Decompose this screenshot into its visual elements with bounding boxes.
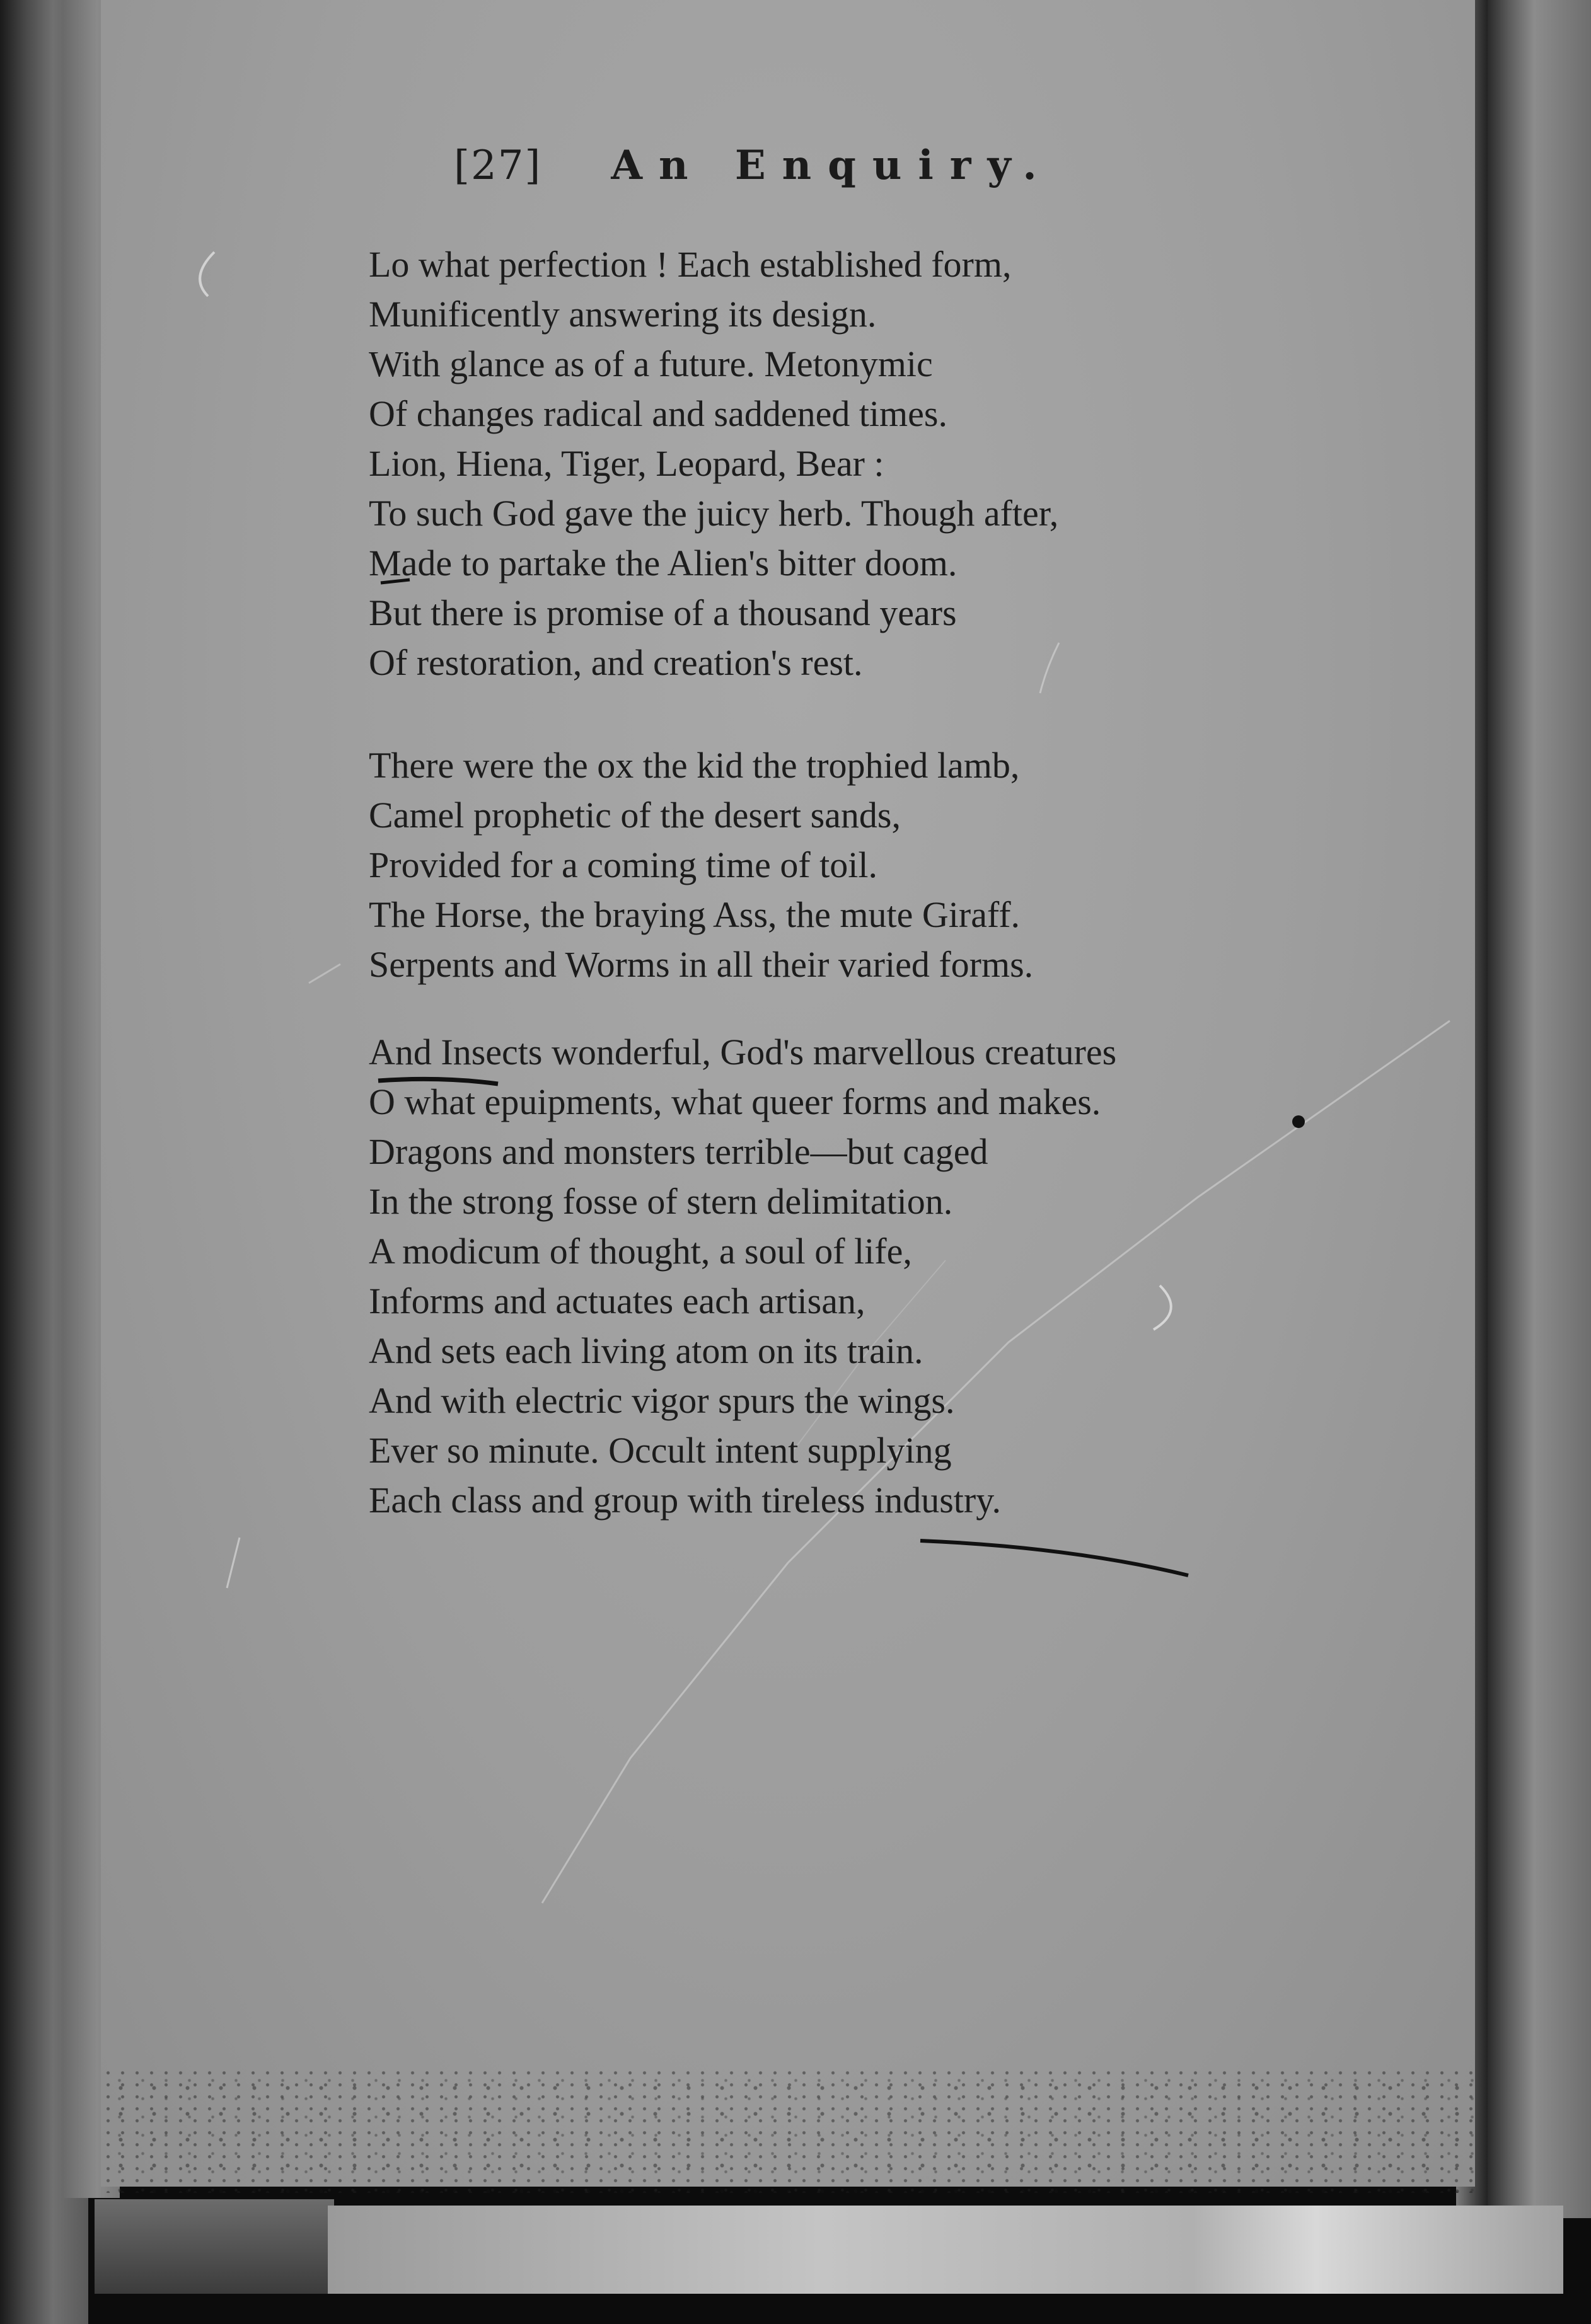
- poem-line: And Insects wonderful, God's marvellous creatures: [369, 1032, 1117, 1073]
- poem-line: And sets each living atom on its train.: [369, 1330, 923, 1371]
- poem-line: Of restoration, and creation's rest.: [369, 642, 863, 683]
- running-head: An Enquiry.: [611, 142, 1053, 189]
- poem-line: Lion, Hiena, Tiger, Leopard, Bear :: [369, 443, 884, 484]
- poem-line: Of changes radical and saddened times.: [369, 393, 947, 434]
- stanza-2: [369, 740, 1033, 989]
- poem-line: A modicum of thought, a soul of life,: [369, 1231, 912, 1272]
- poem-line: Informs and actuates each artisan,: [369, 1280, 865, 1321]
- poem-line: Dragons and monsters terrible—but caged: [369, 1131, 988, 1172]
- stanza-1: [369, 239, 1058, 687]
- poem-line: Lo what perfection ! Each established form,: [369, 244, 1012, 285]
- poem-line: The Horse, the braying Ass, the mute Giraff.: [369, 894, 1021, 935]
- poem-line: With glance as of a future. Metonymic: [369, 343, 933, 384]
- stanza-3: [369, 1027, 1116, 1525]
- poem-line: Each class and group with tireless industry.: [369, 1480, 1001, 1521]
- poem-line: Serpents and Worms in all their varied forms.: [369, 944, 1034, 985]
- poem-line: Provided for a coming time of toil.: [369, 844, 878, 885]
- page-header: [454, 142, 1053, 192]
- poem-line: And with electric vigor spurs the wings.: [369, 1380, 955, 1421]
- poem-line: Munificently answering its design.: [369, 294, 877, 335]
- poem-line: In the strong fosse of stern delimitation.: [369, 1181, 953, 1222]
- poem-line: Camel prophetic of the desert sands,: [369, 795, 901, 836]
- poem-line: But there is promise of a thousand years: [369, 592, 957, 633]
- poem-line: Made to partake the Alien's bitter doom.: [369, 543, 957, 584]
- poem-line: There were the ox the kid the trophied lamb,: [369, 745, 1020, 786]
- poem-line: To such God gave the juicy herb. Though after,: [369, 493, 1059, 534]
- poem-line: Ever so minute. Occult intent supplying: [369, 1430, 952, 1471]
- poem-line: O what epuipments, what queer forms and makes.: [369, 1081, 1101, 1122]
- page-number: [27]: [454, 142, 542, 189]
